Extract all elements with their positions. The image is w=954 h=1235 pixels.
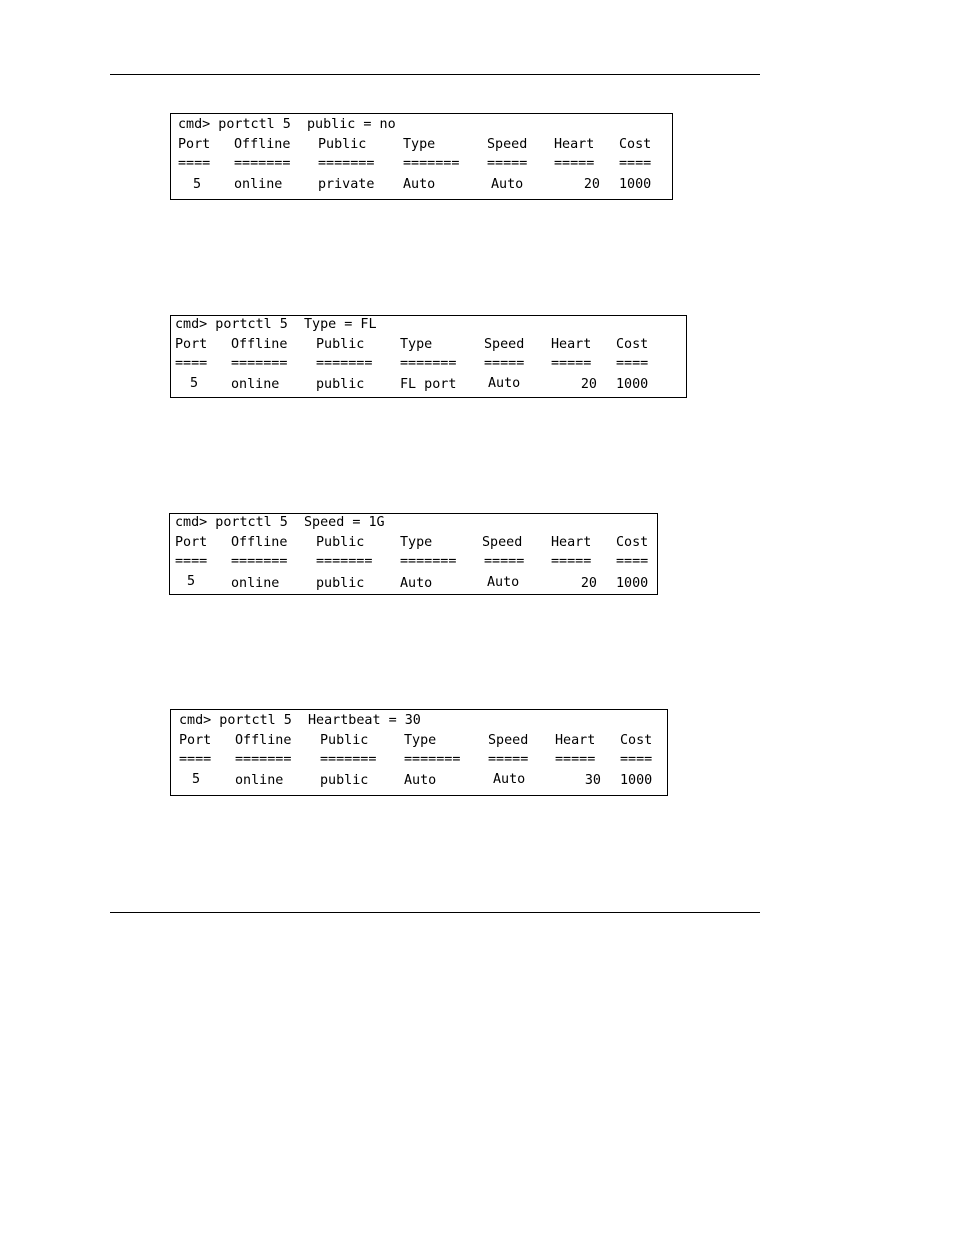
separator-heart: ===== [555,752,596,767]
header-cost: Cost [616,337,649,352]
value-offline: online [234,177,283,192]
value-public: private [318,177,375,192]
separator-cost: ==== [620,752,653,767]
separator-speed: ===== [484,356,525,371]
value-type: Auto [403,177,436,192]
header-offline: Offline [234,137,291,152]
separator-heart: ===== [551,356,592,371]
header-heart: Heart [551,337,592,352]
separator-port: ==== [175,356,208,371]
header-cost: Cost [620,733,653,748]
separator-cost: ==== [619,156,652,171]
value-port: 5 [193,177,202,192]
separator-port: ==== [178,156,211,171]
header-public: Public [318,137,367,152]
separator-heart: ===== [551,554,592,569]
value-type: Auto [404,773,437,788]
header-offline: Offline [231,337,288,352]
separator-public: ======= [316,554,373,569]
terminal-panel-speed [169,513,658,595]
value-heart: 30 [584,773,601,788]
value-cost: 1000 [619,177,652,192]
terminal-panel-heartbeat [170,709,668,796]
separator-type: ======= [400,356,457,371]
header-speed: Speed [484,337,525,352]
separator-public: ======= [316,356,373,371]
value-cost: 1000 [620,773,653,788]
header-port: Port [175,337,208,352]
value-port: 5 [190,376,199,391]
value-cost: 1000 [616,576,649,591]
header-port: Port [178,137,211,152]
header-type: Type [400,535,433,550]
terminal-panel-type [170,315,687,398]
command-line: cmd> portctl 5 public = no [178,117,396,132]
separator-public: ======= [318,156,375,171]
value-offline: online [231,377,280,392]
value-speed: Auto [488,376,521,391]
header-port: Port [179,733,212,748]
value-speed: Auto [493,772,526,787]
terminal-panel-public [170,113,673,200]
header-cost: Cost [619,137,652,152]
value-offline: online [231,576,280,591]
value-type: FL port [400,377,457,392]
header-speed: Speed [482,535,523,550]
value-public: public [320,773,369,788]
separator-cost: ==== [616,356,649,371]
separator-public: ======= [320,752,377,767]
value-public: public [316,576,365,591]
header-offline: Offline [235,733,292,748]
command-line: cmd> portctl 5 Type = FL [175,317,377,332]
separator-port: ==== [175,554,208,569]
separator-speed: ===== [487,156,528,171]
separator-heart: ===== [554,156,595,171]
header-heart: Heart [551,535,592,550]
separator-type: ======= [403,156,460,171]
header-public: Public [316,535,365,550]
header-type: Type [403,137,436,152]
header-type: Type [404,733,437,748]
header-speed: Speed [488,733,529,748]
separator-port: ==== [179,752,212,767]
value-offline: online [235,773,284,788]
value-public: public [316,377,365,392]
header-heart: Heart [555,733,596,748]
value-speed: Auto [487,575,520,590]
value-port: 5 [192,772,201,787]
header-offline: Offline [231,535,288,550]
separator-offline: ======= [231,554,288,569]
value-heart: 20 [580,377,597,392]
value-heart: 20 [583,177,600,192]
command-line: cmd> portctl 5 Speed = 1G [175,515,385,530]
value-speed: Auto [491,177,524,192]
separator-offline: ======= [235,752,292,767]
value-type: Auto [400,576,433,591]
header-rule [110,74,760,75]
separator-speed: ===== [484,554,525,569]
header-public: Public [316,337,365,352]
footer-rule [110,912,760,913]
command-line: cmd> portctl 5 Heartbeat = 30 [179,713,421,728]
separator-offline: ======= [231,356,288,371]
header-type: Type [400,337,433,352]
separator-speed: ===== [488,752,529,767]
separator-cost: ==== [616,554,649,569]
value-cost: 1000 [616,377,649,392]
header-speed: Speed [487,137,528,152]
header-port: Port [175,535,208,550]
header-public: Public [320,733,369,748]
separator-offline: ======= [234,156,291,171]
header-heart: Heart [554,137,595,152]
separator-type: ======= [400,554,457,569]
value-port: 5 [187,574,196,589]
separator-type: ======= [404,752,461,767]
value-heart: 20 [580,576,597,591]
header-cost: Cost [616,535,649,550]
